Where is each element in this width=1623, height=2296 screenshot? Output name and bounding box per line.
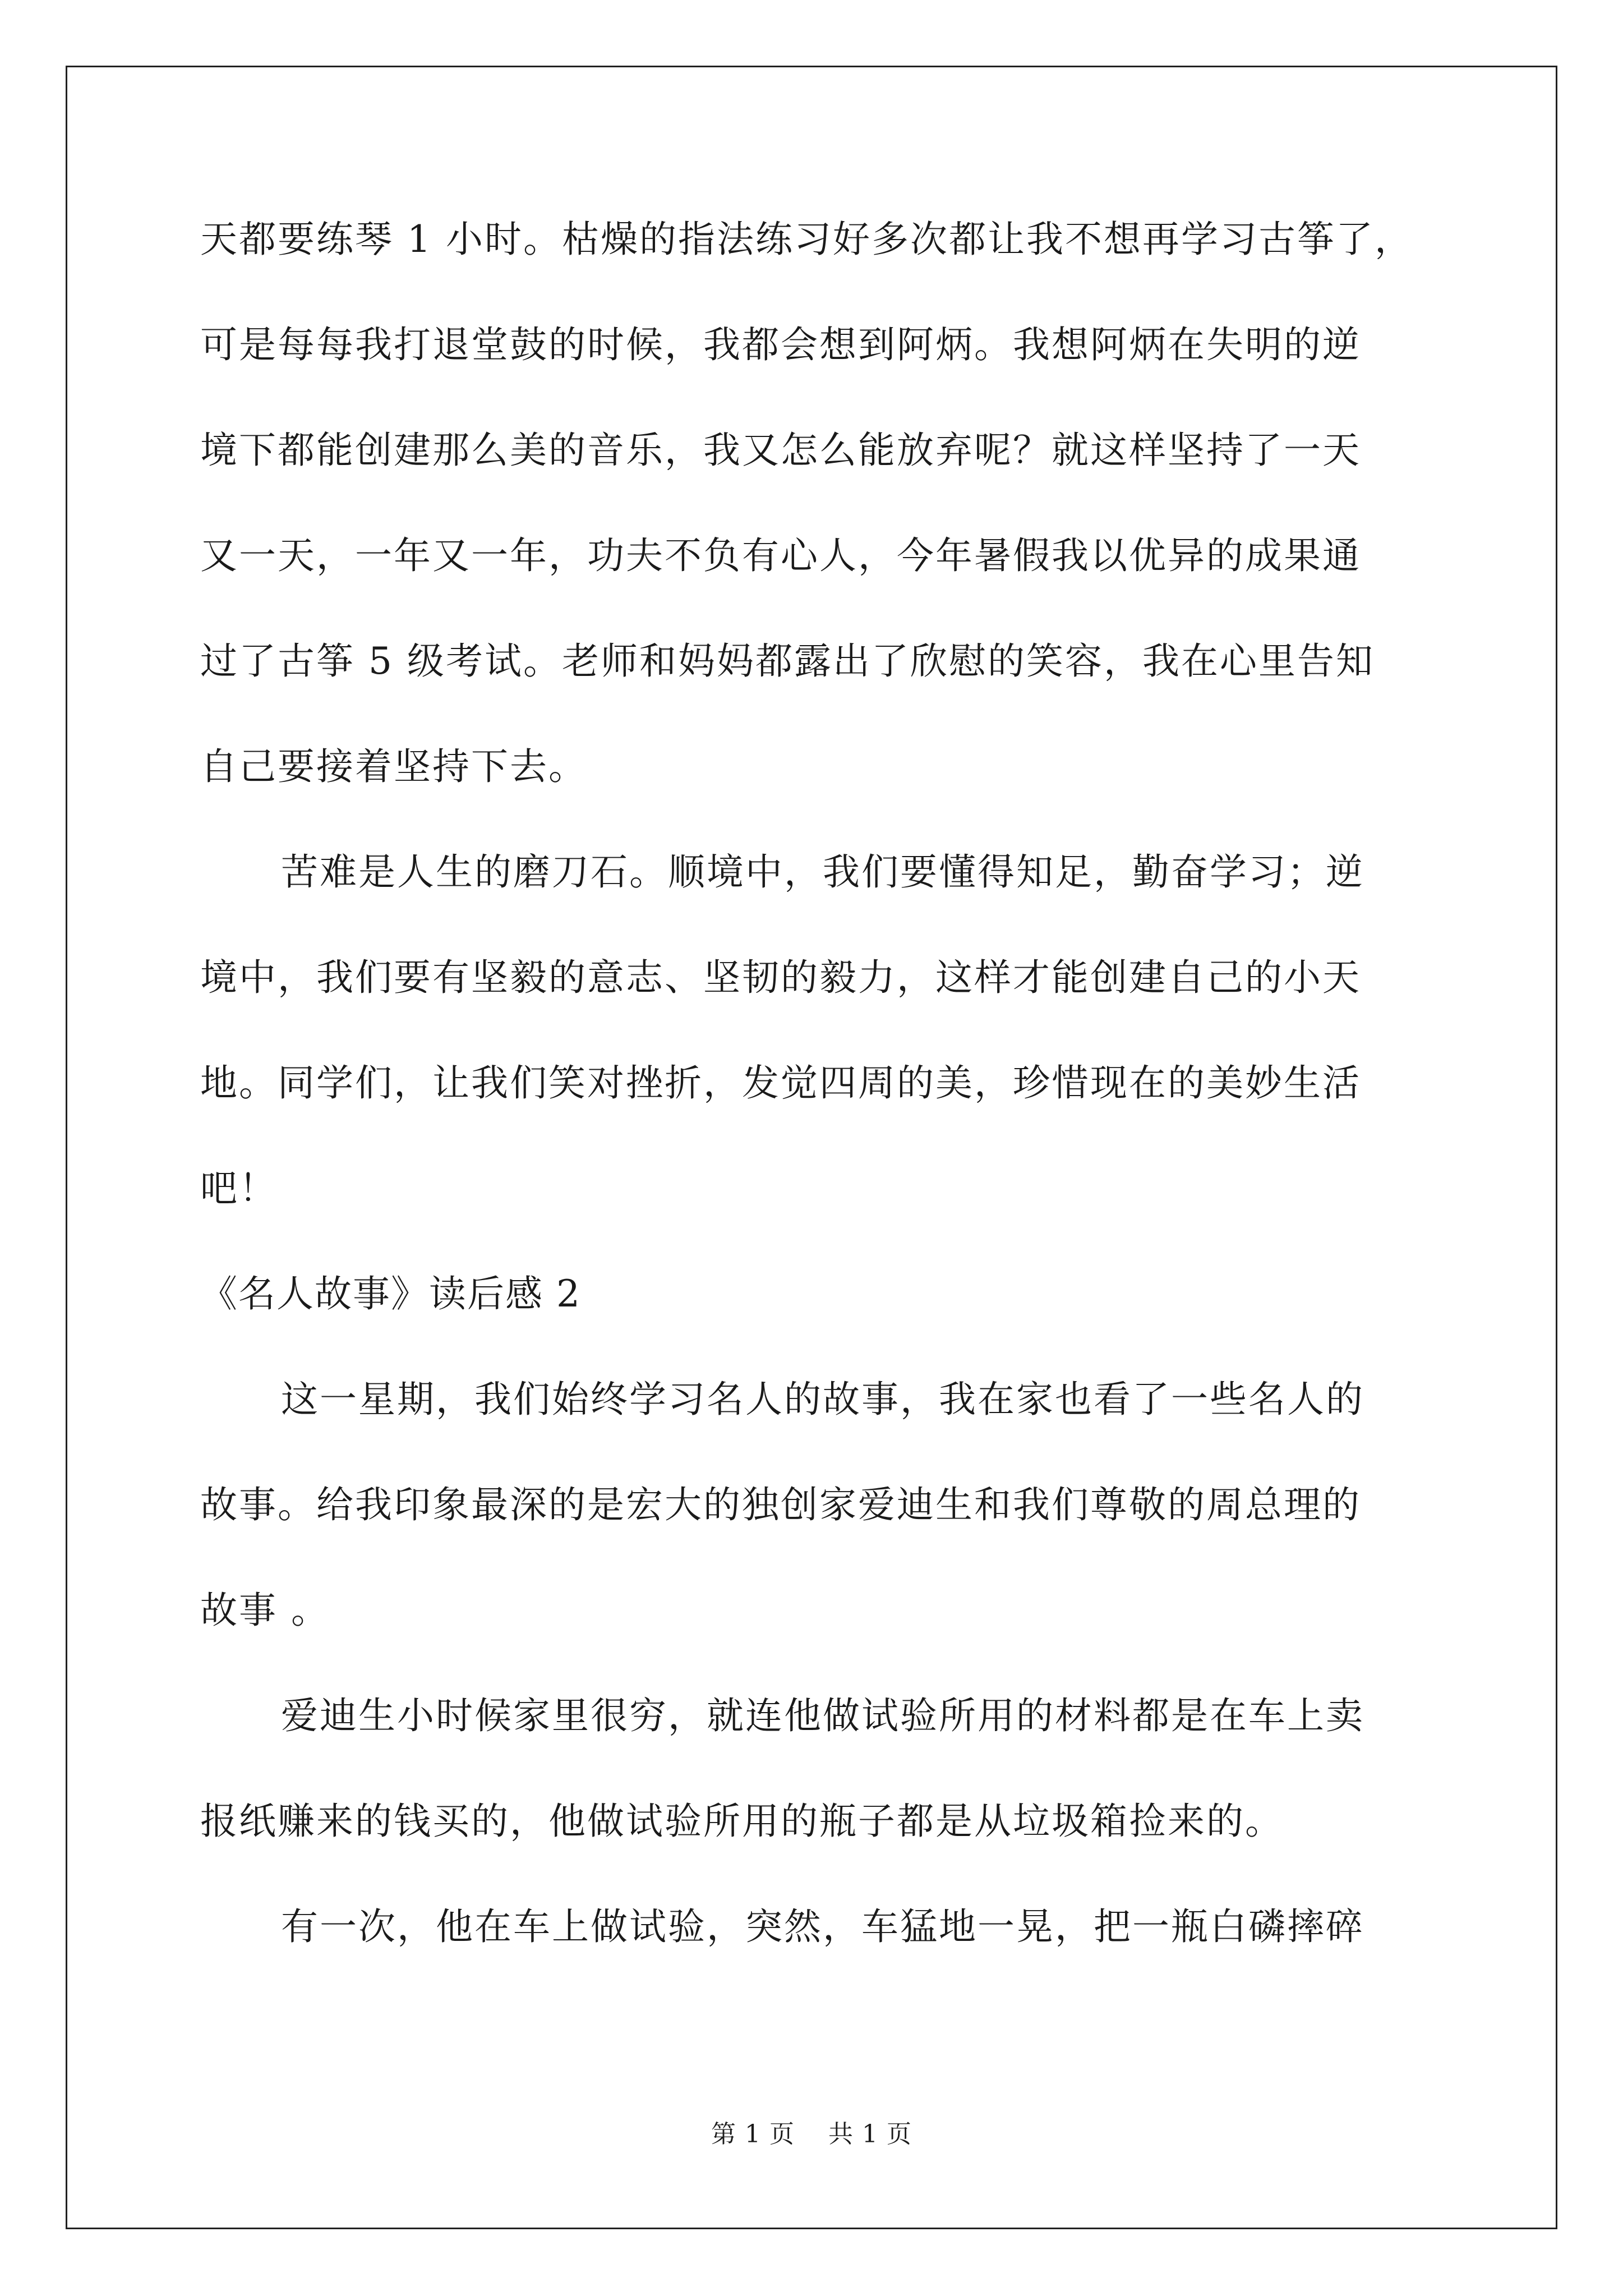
paragraph-start-line: 苦难是人生的磨刀石。顺境中，我们要懂得知足，勤奋学习；逆 bbox=[281, 850, 1364, 894]
page-number-current: 第 1 页 bbox=[711, 2120, 795, 2148]
text-line: 故事 。 bbox=[200, 1589, 330, 1632]
text-line: 过了古筝 5 级考试。老师和妈妈都露出了欣慰的笑容，我在心里告知 bbox=[200, 639, 1375, 683]
section-heading: 《名人故事》读后感 2 bbox=[200, 1272, 581, 1315]
text-line: 境中，我们要有坚毅的意志、坚韧的毅力，这样才能创建自己的小天 bbox=[200, 956, 1361, 999]
text-line: 可是每每我打退堂鼓的时候，我都会想到阿炳。我想阿炳在失明的逆 bbox=[200, 323, 1361, 366]
text-line: 又一天，一年又一年，功夫不负有心人，今年暑假我以优异的成果通 bbox=[200, 534, 1361, 577]
text-line: 自己要接着坚持下去。 bbox=[200, 745, 587, 788]
document-body bbox=[200, 217, 1423, 2010]
page-footer bbox=[0, 2118, 1623, 2151]
text-line: 天都要练琴 1 小时。枯燥的指法练习好多次都让我不想再学习古筝了， bbox=[200, 218, 1413, 261]
text-line: 地。同学们，让我们笑对挫折，发觉四周的美，珍惜现在的美妙生活 bbox=[200, 1061, 1361, 1105]
page-number-total: 共 1 页 bbox=[828, 2120, 912, 2148]
text-line: 报纸赚来的钱买的，他做试验所用的瓶子都是从垃圾箱捡来的。 bbox=[200, 1800, 1284, 1843]
paragraph-start-line: 这一星期，我们始终学习名人的故事，我在家也看了一些名人的 bbox=[281, 1378, 1364, 1421]
paragraph-start-line: 爱迪生小时候家里很穷，就连他做试验所用的材料都是在车上卖 bbox=[281, 1694, 1364, 1737]
text-line: 境下都能创建那么美的音乐，我又怎么能放弃呢？就这样坚持了一天 bbox=[200, 429, 1361, 472]
text-line: 故事。给我印象最深的是宏大的独创家爱迪生和我们尊敬的周总理的 bbox=[200, 1483, 1361, 1526]
text-line: 吧！ bbox=[200, 1167, 278, 1210]
paragraph-start-line: 有一次，他在车上做试验，突然，车猛地一晃，把一瓶白磷摔碎 bbox=[281, 1905, 1364, 1948]
